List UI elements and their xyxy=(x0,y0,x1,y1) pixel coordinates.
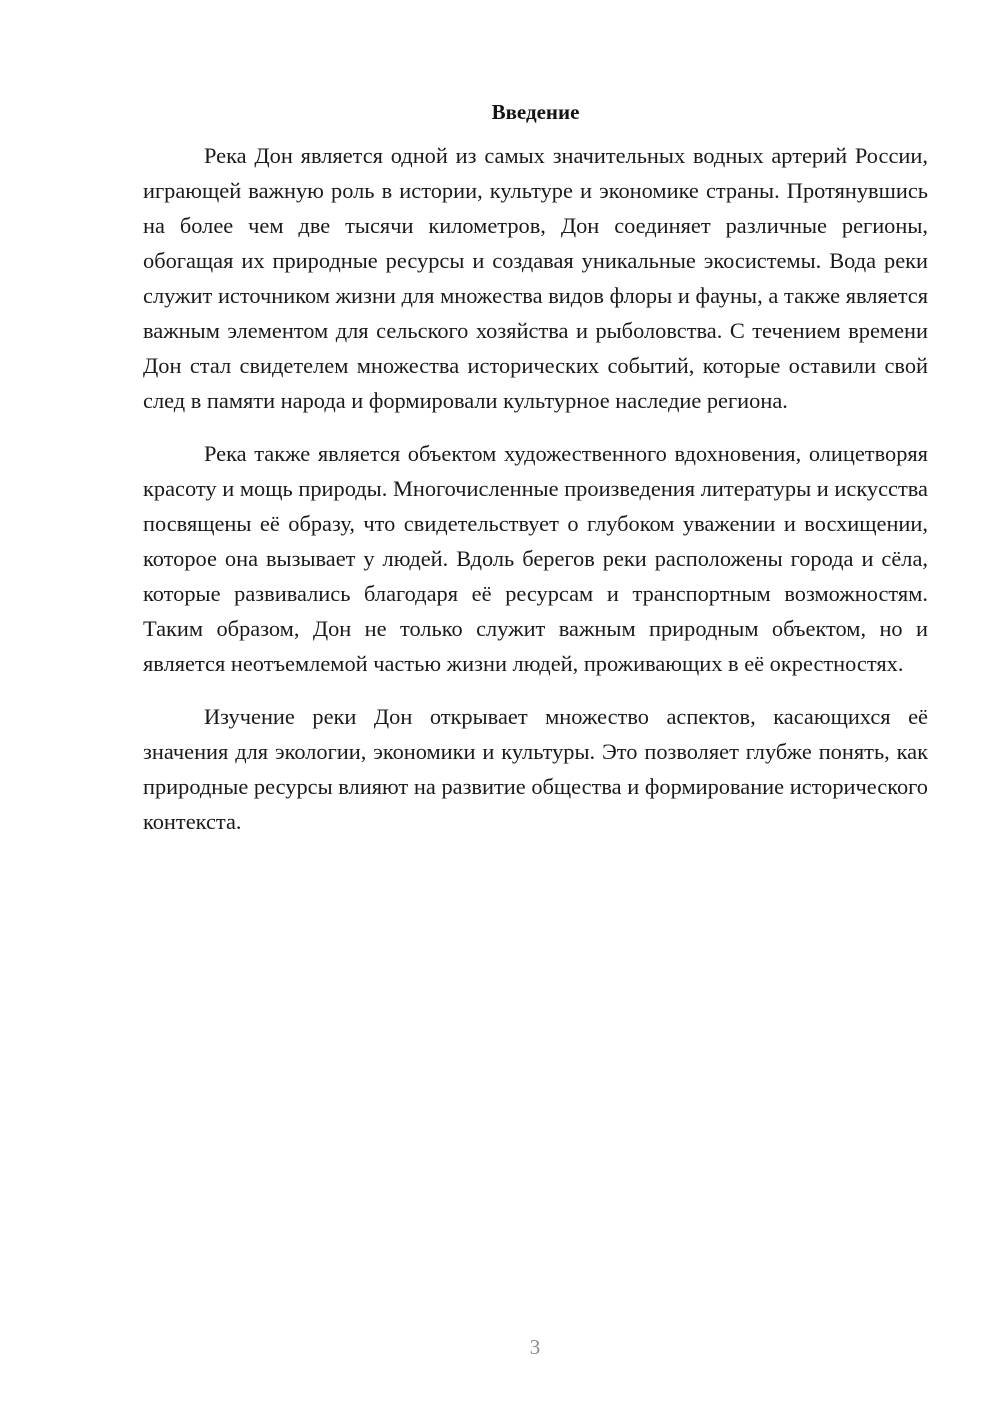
paragraph-3: Изучение реки Дон открывает множество аспектов, касающихся её значения для экологии, экономики и культуры. Это позволяет глубже понять, как природные ресурсы влияют на развитие общества и формирование исторического контекста. xyxy=(143,704,928,834)
paragraph-1: Река Дон является одной из самых значительных водных артерий России, играющей важную роль в истории, культуре и экономике страны. Протянувшись на более чем две тысячи километров, Дон соединяет различные регионы, обогащая их природные ресурсы и создавая уникальные экосистемы. Вода реки служит источником жизни для множества видов флоры и фауны, а также является важным элементом для сельского хозяйства и рыболовства. С течением времени Дон стал свидетелем множества исторических событий, которые оставили свой след в памяти народа и формировали культурное наследие региона. xyxy=(143,143,928,413)
page-number: 3 xyxy=(529,1335,541,1359)
paragraph-2: Река также является объектом художественного вдохновения, олицетворяя красоту и мощь природы. Многочисленные произведения литературы и искусства посвящены её образу, что свидетельствует о глубоком уважении и восхищении, которое она вызывает у людей. Вдоль берегов реки расположены города и сёла, которые развивались благодаря её ресурсам и транспортным возможностям. Таким образом, Дон не только служит важным природным объектом, но и является неотъемлемой частью жизни людей, проживающих в её окрестностях. xyxy=(143,441,928,676)
page-content xyxy=(143,98,928,857)
section-heading: Введение xyxy=(491,100,580,124)
